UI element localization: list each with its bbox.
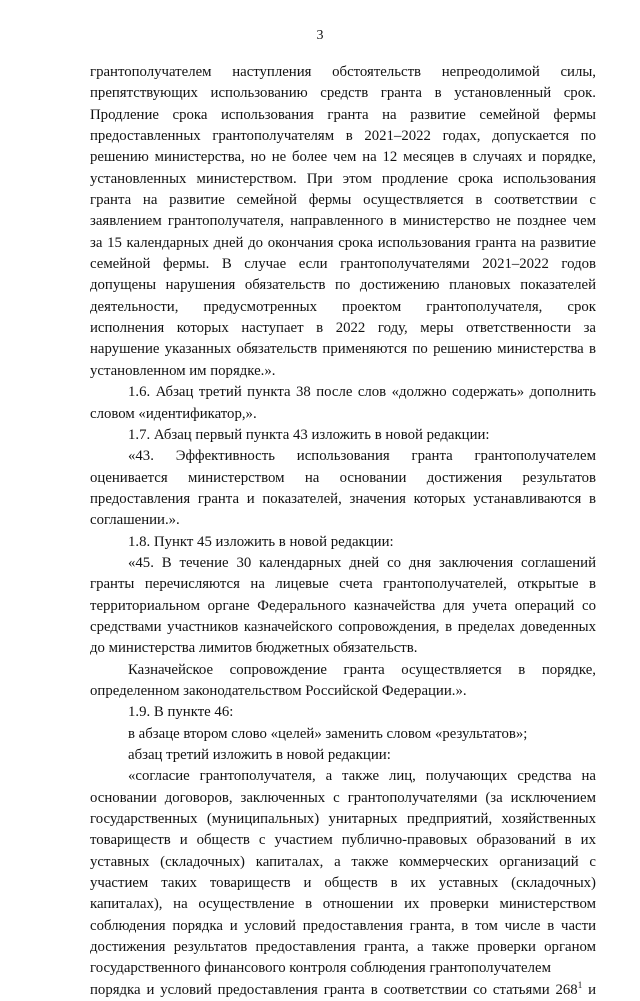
document-line: предоставления гранта и показателей, значения которых устанавливаются в	[90, 490, 596, 507]
document-line: деятельности, предусмотренных проектом грантополучателя, срок	[90, 298, 596, 315]
document-line: заявлением грантополучателя, направленного в министерство не позднее чем	[90, 213, 596, 230]
document-line: основании договоров, заключенных с грантополучателями (за исключением	[90, 789, 596, 806]
document-line: установленном им порядке.».	[90, 362, 276, 379]
paragraph	[90, 382, 596, 425]
document-line: 1.6. Абзац третий пункта 38 после слов «должно содержать» дополнить	[128, 384, 596, 401]
document-line: 1.7. Абзац первый пункта 43 изложить в новой редакции:	[128, 426, 490, 443]
document-line: соблюдения порядка и условий предоставления гранта, в том числе в части	[90, 917, 596, 934]
document-line: 1.8. Пункт 45 изложить в новой редакции:	[128, 533, 394, 550]
paragraph	[90, 702, 596, 723]
document-line: за 15 календарных дней до окончания срока использования гранта на развитие	[90, 234, 596, 251]
paragraph	[90, 553, 596, 660]
paragraph	[90, 766, 596, 979]
document-line: уставных (складочных) капиталах, а также коммерческих организаций с	[90, 853, 596, 870]
document-line: «согласие грантополучателя, а также лиц, получающих средства на	[128, 768, 596, 785]
footnote-superscript: 1	[577, 979, 583, 990]
document-line: грантополучателем наступления обстоятельств непреодолимой силы,	[90, 64, 596, 80]
document-line: абзац третий изложить в новой редакции:	[128, 747, 391, 763]
document-line: участием таких товариществ и обществ в их уставных (складочных)	[90, 875, 596, 892]
document-line: в абзаце втором слово «целей» заменить словом «результатов»;	[128, 725, 528, 742]
document-line: предоставленных грантополучателям в 2021–2022 годах, допускается по	[90, 128, 596, 145]
document-line: исполнения которых наступает в 2022 году, меры ответственности за	[90, 320, 596, 337]
document-line: территориальном органе Федерального казначейства для учета операций со	[90, 597, 596, 614]
document-line: гранты перечисляются на лицевые счета грантополучателей, открытые в	[90, 576, 596, 593]
document-line: до министерства лимитов бюджетных обязательств.	[90, 640, 418, 657]
final-line-tail: и	[582, 981, 596, 998]
document-line: нарушение указанных обязательств применяются по решению министерства в	[90, 341, 596, 358]
document-line: допущены нарушения обязательств по достижению плановых показателей	[90, 277, 596, 294]
document-line	[90, 980, 596, 1001]
document-line: товариществ и обществ с участием публично-правовых образований в их	[90, 832, 596, 849]
document-line: определенном законодательством Российской Федерации.».	[90, 682, 467, 699]
document-line: «43. Эффективность использования гранта грантополучателем	[128, 448, 596, 465]
page-number: 3	[316, 28, 324, 43]
document-line: установленных министерством. При этом продление срока использования	[90, 170, 596, 187]
document-line: «45. В течение 30 календарных дней со дня заключения соглашений	[128, 554, 596, 571]
document-line: оценивается министерством на основании достижения результатов	[90, 469, 596, 486]
paragraph	[90, 745, 596, 766]
document-line: капиталах), на осуществление в отношении их проверки министерством	[90, 896, 596, 913]
paragraph	[90, 425, 596, 446]
document-line: препятствующих использованию средств гранта в установленный срок.	[90, 85, 596, 102]
paragraph	[90, 660, 596, 703]
paragraph	[90, 62, 596, 382]
document-line: семейной фермы. В случае если грантополучателями 2021–2022 годов	[90, 256, 596, 273]
paragraph	[90, 446, 596, 531]
paragraph	[90, 724, 596, 745]
document-line: Казначейское сопровождение гранта осуществляется в порядке,	[128, 661, 596, 678]
document-line: гранта на развитие семейной фермы осуществляется в соответствии с	[90, 192, 596, 209]
document-line: соглашении.».	[90, 512, 180, 529]
document-line: 1.9. В пункте 46:	[128, 704, 234, 721]
document-line: средствами участников казначейского сопровождения, в пределах доведенных	[90, 618, 596, 635]
paragraph	[90, 532, 596, 553]
document-line: решению министерства, но не более чем на 12 месяцев в случаях и порядке,	[90, 149, 596, 166]
document-body	[90, 62, 596, 1001]
document-line: словом «идентификатор,».	[90, 405, 257, 422]
document-line: достижения результатов предоставления гранта, а также проверки органом	[90, 939, 596, 956]
document-line: государственных (муниципальных) унитарных предприятий, хозяйственных	[90, 811, 596, 828]
document-line: Продление срока использования гранта на развитие семейной фермы	[90, 106, 596, 123]
document-line: государственного финансового контроля соблюдения грантополучателем	[90, 960, 551, 977]
final-line-text: порядка и условий предоставления гранта в соответствии со статьями 268	[90, 981, 578, 998]
